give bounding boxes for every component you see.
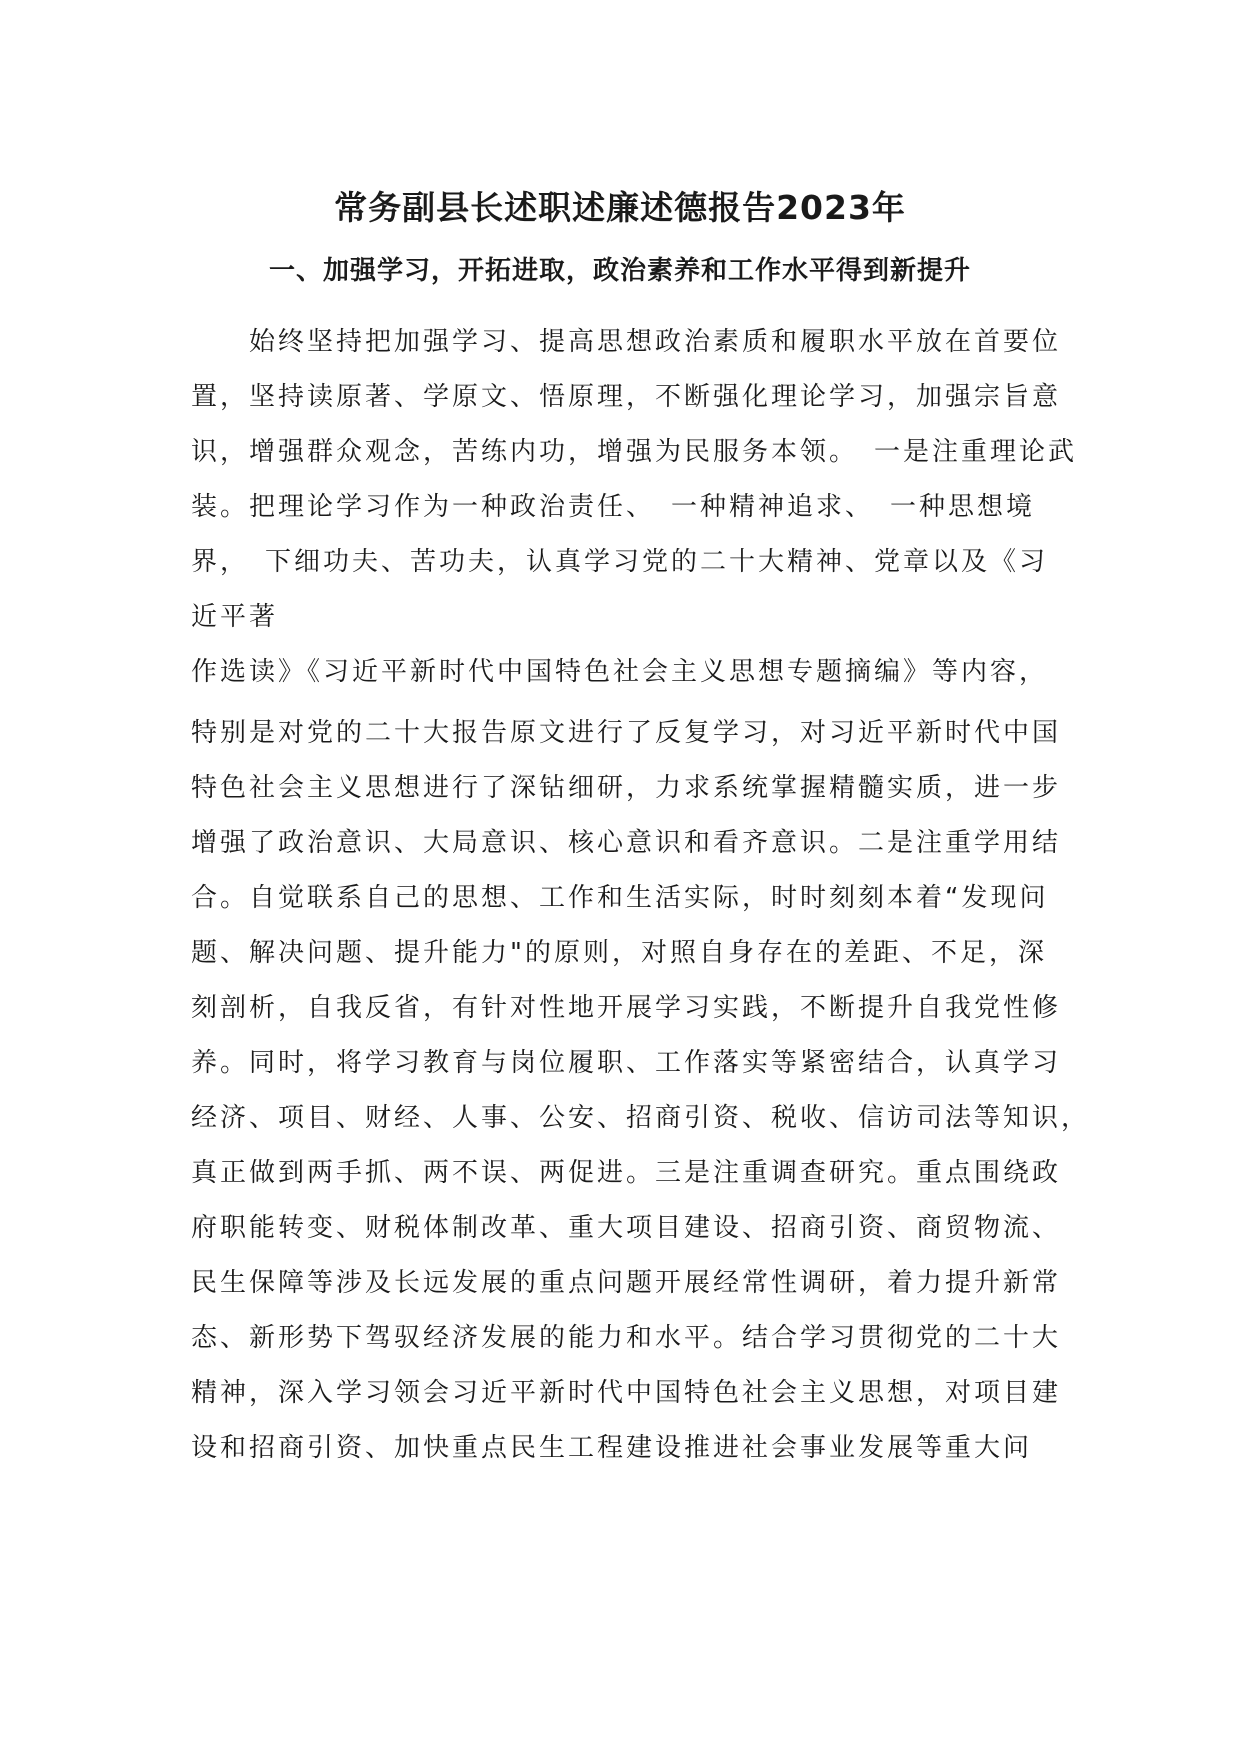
document-title: 常务副县长述职述廉述德报告2023年: [334, 188, 906, 227]
body-line: 题、解决问题、提升能力"的原则，对照自身存在的差距、不足，深: [191, 938, 1047, 968]
body-line: 识，增强群众观念，苦练内功，增强为民服务本领。 一是注重理论武: [191, 437, 1078, 467]
body-line: 府职能转变、财税体制改革、重大项目建设、招商引资、商贸物流、: [191, 1213, 1062, 1243]
body-line: 近平著: [191, 602, 279, 632]
body-line: 始终坚持把加强学习、提高思想政治素质和履职水平放在首要位: [249, 327, 1062, 357]
body-line: 特别是对党的二十大报告原文进行了反复学习，对习近平新时代中国: [191, 718, 1062, 748]
body-paragraph: [191, 315, 1091, 1476]
body-line: 设和招商引资、加快重点民生工程建设推进社会事业发展等重大问: [191, 1433, 1033, 1463]
body-line: 经济、项目、财经、人事、公安、招商引资、税收、信访司法等知识，: [191, 1103, 1091, 1133]
body-line: 特色社会主义思想进行了深钻细研，力求系统掌握精髓实质，进一步: [191, 773, 1062, 803]
body-line: 态、新形势下驾驭经济发展的能力和水平。结合学习贯彻党的二十大: [191, 1323, 1062, 1353]
body-line: 精神，深入学习领会习近平新时代中国特色社会主义思想，对项目建: [191, 1378, 1062, 1408]
section-heading: 一、加强学习，开拓进取，政治素养和工作水平得到新提升: [268, 256, 971, 286]
body-line: 置，坚持读原著、学原文、悟原理，不断强化理论学习，加强宗旨意: [191, 382, 1062, 412]
body-line: 民生保障等涉及长远发展的重点问题开展经常性调研，着力提升新常: [191, 1268, 1062, 1298]
body-line: 真正做到两手抓、两不误、两促进。三是注重调查研究。重点围绕政: [191, 1158, 1062, 1188]
body-line: 增强了政治意识、大局意识、核心意识和看齐意识。二是注重学用结: [191, 828, 1062, 858]
body-line: 界， 下细功夫、苦功夫，认真学习党的二十大精神、党章以及《习: [191, 547, 1049, 577]
body-line: 刻剖析，自我反省，有针对性地开展学习实践，不断提升自我党性修: [191, 993, 1062, 1023]
body-line: 装。把理论学习作为一种政治责任、 一种精神追求、 一种思想境: [191, 492, 1036, 522]
body-line: 合。自觉联系自己的思想、工作和生活实际，时时刻刻本着“发现问: [191, 883, 1049, 913]
body-line: 养。同时，将学习教育与岗位履职、工作落实等紧密结合，认真学习: [191, 1048, 1062, 1078]
body-line: 作选读》《习近平新时代中国特色社会主义思想专题摘编》等内容，: [191, 657, 1049, 687]
